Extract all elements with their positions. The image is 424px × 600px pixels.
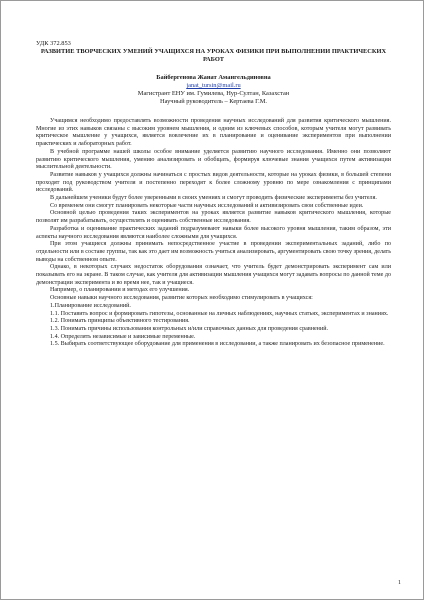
paragraph: В учебной программе нашей школы особое внимание уделяется развитию научного исследования. Именно они позволяют развитию критического мышления, умению анализировать и обобщать, формируя ключевые знания учащихся путем активизации мыслительной деятельности. <box>36 148 391 171</box>
list-item: 1.4. Определять независимые и зависимые переменные. <box>50 333 196 340</box>
list-item: 1.3. Понимать причины использования контрольных и/или справочных данных для проведения сравнений. <box>50 325 328 332</box>
list-item: 1.1. Поставить вопрос и формировать гипотезы, основанные на личных наблюдениях, научных статьях, экспериментах и знаниях. <box>50 310 389 317</box>
author-email-link[interactable]: janat_tursin@mail.ru <box>186 82 241 89</box>
article-title: РАЗВИТИЕ ТВОРЧЕСКИХ УМЕНИЙ УЧАЩИХСЯ НА УРОКАХ ФИЗИКИ ПРИ ВЫПОЛНЕНИИ ПРАКТИЧЕСКИХ РАБОТ <box>40 48 387 63</box>
page-number: 1 <box>398 580 401 586</box>
paragraph: Однако, в некоторых случаях недостаток оборудования означает, что учитель будет демонстрировать эксперимент сам или показывать его на экране. В таком случае, как учителя для активизации мышления учащихся могут задавать вопросы по данной теме до демонстрации эксперимента и во время нее, так и учащиеся. <box>36 264 391 286</box>
paragraph: Развитие навыков у учащихся должны начинаться с простых видов деятельности, которые на уроках физики, в большей степени проходят под руководством учителя и постепенно переходят к более сложному уровню по мере ознакомления с принципами исследований. <box>36 171 391 194</box>
page-content <box>36 40 391 349</box>
paragraph: В дальнейшем ученики будут более уверенными в своих умениях и смогут проводить физические эксперименты без учителя. <box>50 195 377 202</box>
paragraph: Учащимся необходимо предоставлять возможности проведения научных исследований для развития критического мышления. Многие из этих навыков связаны с высоким уровнем мышления, и одним из ключевых способов, которым учителя могут развивать критическое мышление у учащихся, является вовлечение их в планирование и оценивание экспериментов при выполнении практических и лабораторных работ. <box>36 118 391 148</box>
paragraph: Основной целью проведения таких экспериментов на уроках является развитие навыков критического мышления, которые позволят им разрабатывать, осуществлять и оценивать собственные исследования. <box>36 210 391 225</box>
paragraph: Основные навыки научного исследования, развитие которых необходимо стимулировать в учащихся: <box>50 295 313 302</box>
paragraph: Со временем они смогут планировать некоторые части научных исследований и активизировать свои собственные идеи. <box>50 202 364 209</box>
article-body <box>36 118 391 349</box>
author-affiliation: Магистрант ЕНУ им. Гумилева, Нур-Султан, Казахстан <box>137 90 290 97</box>
udk-code: УДК 372.853 <box>36 40 71 47</box>
paragraph: Разработка и оценивание практических заданий подразумевают навыки более высокого уровня мышления, таким образом, эти аспекты научного исследования являются наиболее сложными для учащихся. <box>36 225 391 240</box>
list-item: 1.2. Понимать принципы объективного тестирования. <box>50 318 190 325</box>
list-item: 1.5. Выбирать соответствующее оборудование для применения в исследовании, а также планировать их безопасное применение. <box>50 341 385 348</box>
paragraph: Например, о планировании и методах его улучшения. <box>50 287 190 294</box>
section-heading: 1.Планирование исследований. <box>50 302 131 309</box>
supervisor-line: Научный руководитель – Кертаева Г.М. <box>159 98 268 105</box>
paragraph: При этом учащиеся должны принимать непосредственное участие в проведении экспериментальных заданий, либо по отдельности или в составе группы, так как это дает им возможность учиться анализировать, аргументировать свою точку зрения, делать выводы на собственном опыте. <box>36 241 391 263</box>
author-name: Байбергенова Жанат Амангельдиновна <box>156 74 271 81</box>
